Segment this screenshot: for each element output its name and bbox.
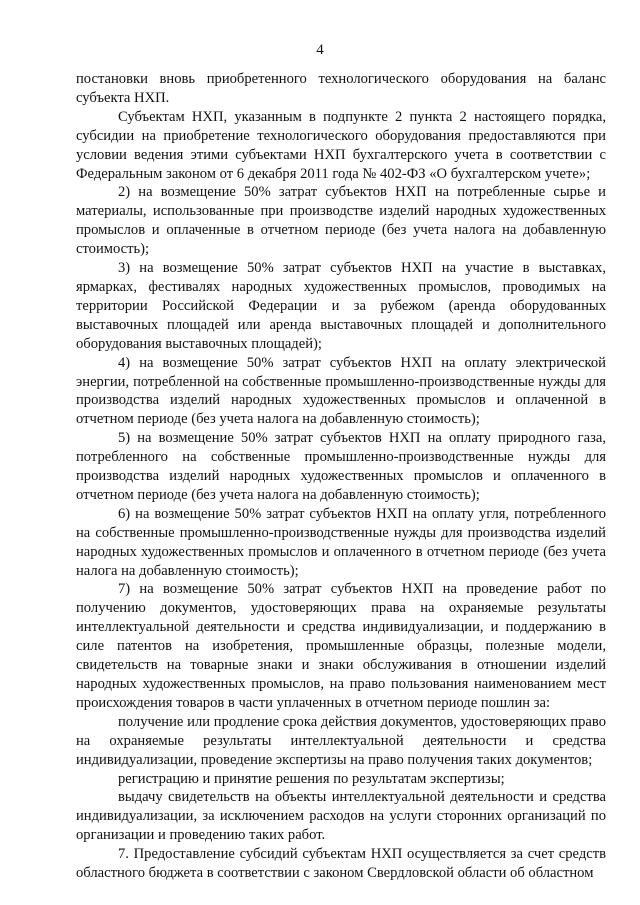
page-number: 4 xyxy=(316,42,324,58)
paragraph-12: 7. Предоставление субсидий субъектам НХП осуществляется за счет средств областного бюджета в соответствии с законом Свердловской области об областном xyxy=(76,846,606,882)
paragraph-3: 2) на возмещение 50% затрат субъектов НХП на потребленные сырье и материалы, использованные при производстве изделий народных художественных промыслов и оплаченные в отчетном периоде (без учета налога на добавленную стоимость); xyxy=(76,184,606,258)
paragraph-1: постановки вновь приобретенного технологического оборудования на баланс субъекта НХП. xyxy=(76,71,606,106)
paragraph-8: 7) на возмещение 50% затрат субъектов НХП на проведение работ по получению документов, удостоверяющих права на охраняемые результаты интеллектуальной деятельности и средства индивидуализации, и поддержанию в силе патентов на изобретения, промышленные образцы, полезные модели, свидетельств на товарные знаки и знаки обслуживания в отношении изделий народных художественных промыслов, на право пользования наименованием мест происхождения товаров в части уплаченных в отчетном периоде пошлин за: xyxy=(76,581,606,711)
paragraph-7: 6) на возмещение 50% затрат субъектов НХП на оплату угля, потребленного на собственные промышленно-производственные нужды для производства изделий народных художественных промыслов и оплаченного в отчетном периоде (без учета налога на добавленную стоимость); xyxy=(76,505,606,579)
paragraph-10: регистрацию и принятие решения по результатам экспертизы; xyxy=(118,770,505,787)
paragraph-5: 4) на возмещение 50% затрат субъектов НХП на оплату электрической энергии, потребленной на собственные промышленно-производственные нужды для производства изделий народных художественных промыслов и оплаченной в отчетном периоде (без учета налога на добавленную стоимость); xyxy=(76,354,606,428)
paragraph-2: Субъектам НХП, указанным в подпункте 2 пункта 2 настоящего порядка, субсидии на приобретение технологического оборудования предоставляются при условии ведения этими субъектами НХП бухгалтерского учета в соответствии с Федеральным законом от 6 декабря 2011 года № 402-ФЗ «О бухгалтерском учете»; xyxy=(76,108,606,182)
document-body xyxy=(76,70,606,883)
paragraph-6: 5) на возмещение 50% затрат субъектов НХП на оплату природного газа, потребленного на собственные промышленно-производственные нужды для производства изделий народных художественных промыслов и оплаченного в отчетном периоде (без учета налога на добавленную стоимость); xyxy=(76,430,606,503)
paragraph-11: выдачу свидетельств на объекты интеллектуальной деятельности и средства индивидуализации, за исключением расходов на услуги сторонних организаций по организации и проведению таких работ. xyxy=(76,789,606,844)
paragraph-4: 3) на возмещение 50% затрат субъектов НХП на участие в выставках, ярмарках, фестивалях народных художественных промыслов, проводимых на территории Российской Федерации и за рубежом (аренда оборудованных выставочных площадей или аренда выставочных площадей и дополнительного оборудования выставочных площадей); xyxy=(76,260,606,352)
paragraph-9: получение или продление срока действия документов, удостоверяющих право на охраняемые результаты интеллектуальной деятельности и средства индивидуализации, проведение экспертизы на право получения таких документов; xyxy=(76,713,606,768)
